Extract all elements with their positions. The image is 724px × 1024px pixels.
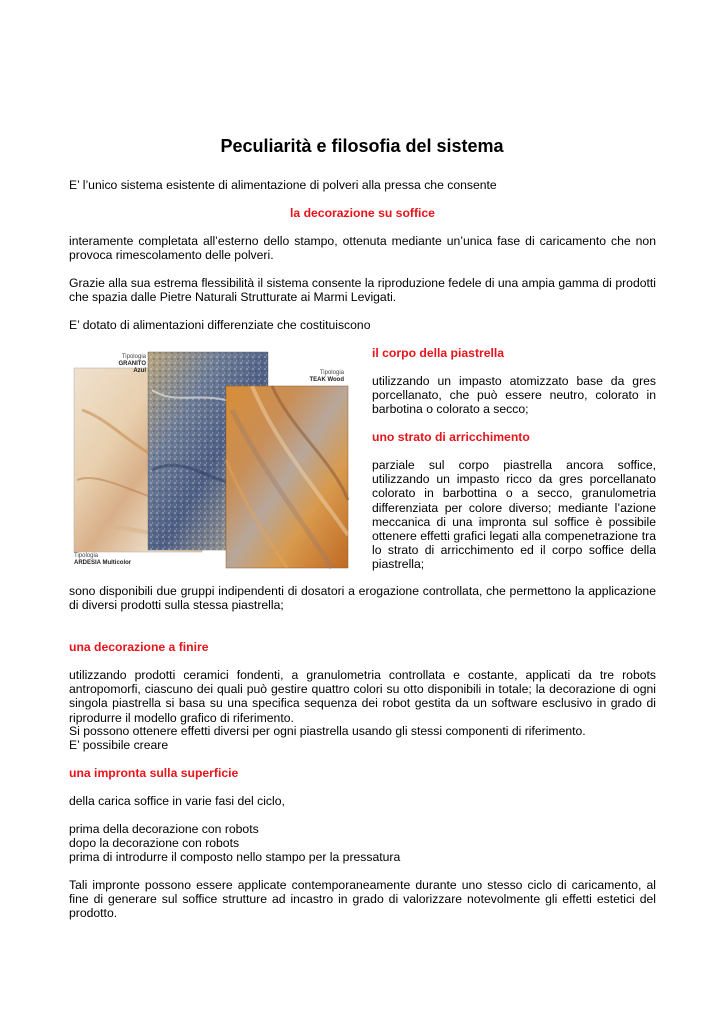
final-paragraph: Tali impronte possono essere applicate contemporaneamente durante uno stesso ciclo di caricamento, al fine di generare sul soffice strutture ad incastro in grado di valorizzare notevolmente gli effetti estetici del prodotto.: [69, 878, 656, 921]
phase-item: prima di introdurre il composto nello stampo per la pressatura: [69, 850, 401, 864]
feeds-paragraph: E’ dotato di alimentazioni differenziate che costituiscono: [69, 318, 371, 332]
highlight-soft-decoration: la decorazione su soffice: [290, 206, 435, 220]
caption-teak: [298, 370, 344, 384]
finish-heading: una decorazione a finire: [69, 640, 209, 654]
tile-samples-figure: [72, 350, 356, 570]
completed-paragraph: interamente completata all’esterno dello stampo, ottenuta mediante un’unica fase di caricamento che non provoca rimescolamento delle polveri.: [69, 234, 656, 263]
body-text: utilizzando un impasto atomizzato base da gres porcellanato, che può essere neutro, colorato in barbotina o colorato a secco;: [372, 374, 656, 417]
caption-teak-kind: Tipologia: [319, 370, 344, 376]
phase-item: dopo la decorazione con robots: [69, 836, 240, 850]
finish-line-2: Si possono ottenere effetti diversi per ogni piastrella usando gli stessi componenti di riferimento.: [69, 724, 586, 738]
caption-ardesia-kind: Tipologia: [74, 553, 99, 559]
caption-granito: [106, 354, 146, 375]
imprint-heading: una impronta sulla superficie: [69, 766, 239, 780]
dosers-paragraph: sono disponibili due gruppi indipendenti di dosatori a erogazione controllata, che permettono la applicazione di diversi prodotti sulla stessa piastrella;: [69, 584, 656, 613]
caption-granito-kind: Tipologia: [121, 354, 146, 360]
caption-teak-name: TEAK Wood: [309, 377, 344, 383]
body-heading: il corpo della piastrella: [372, 346, 505, 360]
finish-text: utilizzando prodotti ceramici fondenti, a granulometria controllata e costante, applicati da tre robots antropomorfi, ciascuno dei quali può gestire quattro colori su otto disponibili in totale; la decorazione di ogni singola piastrella si basa su una specifica sequenza dei robot gestita da un software esclusivo in grado di riprodurre il modello grafico di riferimento.: [69, 668, 656, 725]
enrich-text: parziale sul corpo piastrella ancora soffice, utilizzando un impasto ricco da gres porcellanato colorato in barbottina o a secco, granulometria differenziata per colore diverso; mediante l’azione meccanica di una impronta sul soffice è possibile ottenere effetti grafici legati alla compenetrazione tra lo strato di arricchimento ed il corpo soffice della piastrella;: [372, 458, 656, 572]
caption-ardesia-name: ARDESIA Multicolor: [74, 560, 132, 566]
flexibility-paragraph: Grazie alla sua estrema flessibilità il sistema consente la riproduzione fedele di una ampia gamma di prodotti che spazia dalle Pietre Naturali Strutturate ai Marmi Levigati.: [69, 276, 656, 305]
imprint-text: della carica soffice in varie fasi del ciclo,: [69, 794, 285, 808]
finish-line-3: E’ possibile creare: [69, 738, 169, 752]
caption-ardesia: [74, 553, 131, 567]
phase-item: prima della decorazione con robots: [69, 822, 259, 836]
enrich-heading: uno strato di arricchimento: [372, 430, 530, 444]
caption-granito-name: GRANITO Azul: [118, 361, 146, 374]
page-title: Peculiarità e filosofia del sistema: [220, 136, 504, 156]
intro-paragraph: E’ l’unico sistema esistente di alimentazione di polveri alla pressa che consente: [69, 178, 497, 192]
